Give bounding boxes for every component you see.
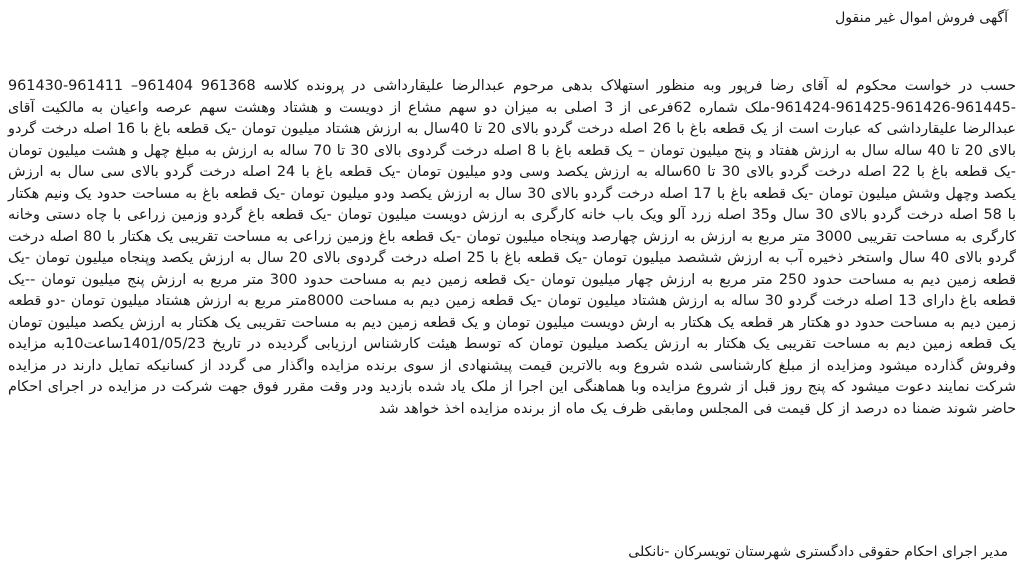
notice-title: آگهی فروش اموال غیر منقول xyxy=(835,10,1008,26)
notice-signature: مدیر اجرای احکام حقوقی دادگستری شهرستان تویسرکان -نانکلی xyxy=(628,544,1008,560)
notice-body-text: حسب در خواست محکوم له آقای رضا فرپور وبه منظور استهلاک بدهی مرحوم عبدالرضا علیقارداشی در پرونده کلاسه 961368 961404– 961411-961430 -961445-961426-961425-961424-ملک شماره 62فرعی از 3 اصلی به میزان دو سهم مشاع از دویست و هشتاد وهشت سهم عرصه واعیان به مالکیت آقای عبدالرضا علیقارداشی که عبارت است از یک قطعه باغ با 26 اصله درخت گردو بالای 20 تا 40سال به ارزش هشتاد میلیون تومان -یک قطعه باغ با 16 اصله درخت گردو بالای 20 تا 40 ساله سال به ارزش هفتاد و پنج میلیون تومان – یک قطعه باغ با 8 اصله درخت گردوی بالای 30 تا 70 ساله به ارزش به مبلغ چهل و هشت میلیون تومان -یک قطعه باغ با 22 اصله درخت گردو بالای 30 تا 60ساله به ارزش یکصد وسی ودو میلیون تومان -یک قطعه باغ با 24 اصله درخت گردو بالای سی سال به ارزش یکصد وچهل وشش میلیون تومان -یک قطعه باغ با 17 اصله درخت گردو بالای 30 سال به ارزش یکصد ودو میلیون تومان -یک قطعه باغ به مساحت حدود یک ونیم هکتار با 58 اصله درخت گردو بالای 30 سال و35 اصله زرد آلو ویک باب خانه کارگری به ارزش دویست میلیون تومان -یک قطعه باغ گردو وزمین زراعی با چاه دستی وخانه کارگری به مساحت تقریبی 3000 متر مربع به ارزش به ارزش چهارصد وپنجاه میلیون تومان -یک قطعه باغ وزمین زراعی به مساحت تقریبی یک هکتار با 80 اصله درخت گردو بالای 40 سال واستخر ذخیره آب به ارزش ششصد میلیون تومان -یک قطعه باغ با 25 اصله درخت گردوی بالای 20 سال به ارزش یکصد وپنجاه میلیون تومان -یک قطعه زمین دیم به مساحت حدود 250 متر مربع به ارزش چهار میلیون تومان -یک قطعه زمین دیم به مساحت حدود 300 متر مربع به ارزش پنج میلیون تومان --یک قطعه باغ دارای 13 اصله درخت گردو 30 ساله به ارزش هشتاد میلیون تومان -یک قطعه زمین دیم به مساحت 8000متر مربع به ارزش هشتاد میلیون تومان -دو قطعه زمین دیم به مساحت حدود دو هکتار هر قطعه یک هکتار به ارش دویست میلیون تومان و یک قطعه زمین دیم به مساحت تقریبی یک هکتار به ارزش یکصد میلیون تومان یک قطعه زمین دیم به مساحت تقریبی یک هکتار به ارزش یکصد میلیون تومان که توسط هیئت کارشناس ارزیابی گردیده در تاریخ 1401/05/23ساعت10به مزایده وفروش گذارده میشود ومزایده از مبلغ کارشناسی شده شروع وبه بالاترین قیمت پیشنهادی از سوی برنده مزایده واگذار می گردد از کسانیکه تمایل دارند در مزایده شرکت نمایند دعوت میشود که پنج روز قبل از شروع مزایده وبا هماهنگی این اجرا از ملک یاد شده بازدید ودر وقت مقرر فوق جهت شرکت در مزایده در اجرای احکام حاضر شوند ضمنا ده درصد از کل قیمت فی المجلس ومابقی ظرف یک ماه از برنده مزایده اخذ خواهد شد xyxy=(8,78,1017,417)
